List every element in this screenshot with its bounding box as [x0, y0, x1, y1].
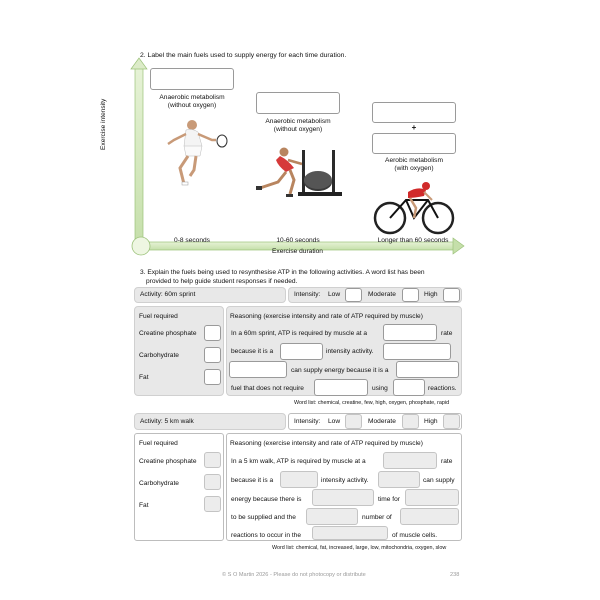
col3-label: Aerobic metabolism	[385, 157, 443, 164]
reasoning-1-l2a: because it is a	[231, 348, 274, 355]
col3-time: Longer than 60 seconds	[377, 237, 449, 244]
reasoning-1-l2b: intensity activity.	[326, 348, 374, 355]
fuel-1-carbohydrate-box[interactable]	[204, 347, 221, 363]
blank-1-6[interactable]	[314, 379, 368, 396]
footer-copyright: © S O Martin 2026 - Please do not photocopy or distribute	[222, 572, 366, 578]
fuel-answer-box-2[interactable]	[256, 92, 340, 114]
blank-2-5[interactable]	[405, 489, 459, 506]
fuel-2-carbohydrate-label: Carbohydrate	[139, 480, 179, 487]
reasoning-2-l2c: can supply	[423, 477, 455, 484]
reasoning-2-l5a: reactions to occur in the	[231, 532, 302, 539]
fuel-1-fat-label: Fat	[139, 374, 149, 381]
intensity-1-moderate-box[interactable]	[402, 288, 419, 302]
y-axis-label: Exercise intensity	[100, 98, 107, 150]
wordlist-2: Word list: chemical, fat, increased, large, low, mitochondria, oxygen, slow	[272, 545, 447, 551]
plus-sign: +	[411, 123, 417, 132]
fuel-2-fat-box[interactable]	[204, 496, 221, 512]
fuel-1-heading: Fuel required	[139, 313, 178, 320]
sled-push-athlete-image	[250, 140, 350, 200]
col2-label: Anaerobic metabolism	[265, 118, 331, 125]
reasoning-1-l3: can supply energy because it is a	[291, 367, 389, 374]
page-number: 238	[450, 572, 460, 578]
intensity-2-high-label: High	[424, 418, 438, 425]
fuel-answer-box-3[interactable]	[372, 102, 456, 123]
col2-time: 10-60 seconds	[276, 237, 320, 244]
reasoning-2-l3b: time for	[378, 496, 400, 503]
reasoning-2-l4a: to be supplied and the	[231, 514, 296, 521]
intensity-1-low-label: Low	[328, 291, 341, 298]
q3-heading-line1: 3. Explain the fuels being used to resynthesise ATP in the following activities. A word list has been	[140, 269, 425, 276]
blank-2-1[interactable]	[383, 452, 437, 469]
fuel-1-creatine-box[interactable]	[204, 325, 221, 341]
blank-1-5[interactable]	[396, 361, 459, 378]
reasoning-2-l2a: because it is a	[231, 477, 274, 484]
fuel-2-heading: Fuel required	[139, 440, 178, 447]
reasoning-2-l1a: In a 5 km walk, ATP is required by muscle at a	[231, 458, 366, 465]
intensity-2-label: Intensity:	[294, 418, 321, 425]
blank-2-7[interactable]	[400, 508, 459, 525]
col3-sub: (with oxygen)	[394, 165, 434, 172]
reasoning-2-l1b: rate	[441, 458, 453, 465]
fuel-1-fat-box[interactable]	[204, 369, 221, 385]
intensity-2-low-label: Low	[328, 418, 341, 425]
blank-1-3[interactable]	[383, 343, 451, 360]
col2-sub: (without oxygen)	[273, 126, 323, 133]
blank-1-2[interactable]	[280, 343, 323, 360]
wordlist-1: Word list: chemical, creatine, few, high, oxygen, phosphate, rapid	[294, 400, 450, 406]
reasoning-2-l3a: energy because there is	[231, 496, 302, 503]
fuel-2-creatine-box[interactable]	[204, 452, 221, 468]
reasoning-1-l4b: using	[372, 385, 388, 392]
q3-heading-line2: provided to help guide student responses if needed.	[146, 278, 298, 285]
reasoning-1-l4c: reactions.	[428, 385, 457, 392]
reasoning-1-heading: Reasoning (exercise intensity and rate of ATP required by muscle)	[230, 313, 423, 320]
fuel-2-creatine-label: Creatine phosphate	[139, 458, 197, 465]
tennis-player-image	[158, 116, 228, 188]
intensity-1-moderate-label: Moderate	[368, 291, 396, 298]
blank-2-8[interactable]	[312, 526, 388, 540]
fuel-1-carbohydrate-label: Carbohydrate	[139, 352, 179, 359]
fuel-answer-box-1[interactable]	[150, 68, 234, 90]
blank-1-7[interactable]	[393, 379, 425, 396]
activity-2-title: Activity: 5 km walk	[140, 418, 194, 425]
q2-heading: 2. Label the main fuels used to supply energy for each time duration.	[140, 52, 347, 59]
intensity-2-moderate-label: Moderate	[368, 418, 396, 425]
fuel-1-creatine-label: Creatine phosphate	[139, 330, 197, 337]
blank-2-6[interactable]	[306, 508, 358, 525]
blank-2-2[interactable]	[280, 471, 318, 488]
reasoning-1-l1b: rate	[441, 330, 453, 337]
fuel-2-carbohydrate-box[interactable]	[204, 474, 221, 490]
blank-1-1[interactable]	[383, 324, 437, 341]
x-axis-label: Exercise duration	[272, 248, 323, 255]
intensity-1-high-box[interactable]	[443, 288, 460, 302]
reasoning-2-l4b: number of	[362, 514, 392, 521]
reasoning-2-heading: Reasoning (exercise intensity and rate of ATP required by muscle)	[230, 440, 423, 447]
reasoning-1-l4a: fuel that does not require	[231, 385, 304, 392]
blank-1-4[interactable]	[229, 361, 287, 378]
intensity-2-high-box[interactable]	[443, 414, 460, 429]
intensity-2-low-box[interactable]	[345, 414, 362, 429]
reasoning-1-l1a: In a 60m sprint, ATP is required by muscle at a	[231, 330, 368, 337]
intensity-2-moderate-box[interactable]	[402, 414, 419, 429]
reasoning-2-l2b: intensity activity.	[321, 477, 369, 484]
col1-label: Anaerobic metabolism	[159, 94, 225, 101]
activity-1-title: Activity: 60m sprint	[140, 291, 196, 298]
intensity-1-label: Intensity:	[294, 291, 321, 298]
blank-2-4[interactable]	[312, 489, 374, 506]
col1-time: 0-8 seconds	[174, 237, 210, 244]
col1-sub: (without oxygen)	[167, 102, 217, 109]
intensity-1-high-label: High	[424, 291, 438, 298]
reasoning-2-l5b: of muscle cells.	[392, 532, 438, 539]
cyclist-image	[372, 178, 456, 238]
fuel-2-fat-label: Fat	[139, 502, 149, 509]
fuel-answer-box-4[interactable]	[372, 133, 456, 154]
intensity-1-low-box[interactable]	[345, 288, 362, 302]
blank-2-3[interactable]	[378, 471, 420, 488]
